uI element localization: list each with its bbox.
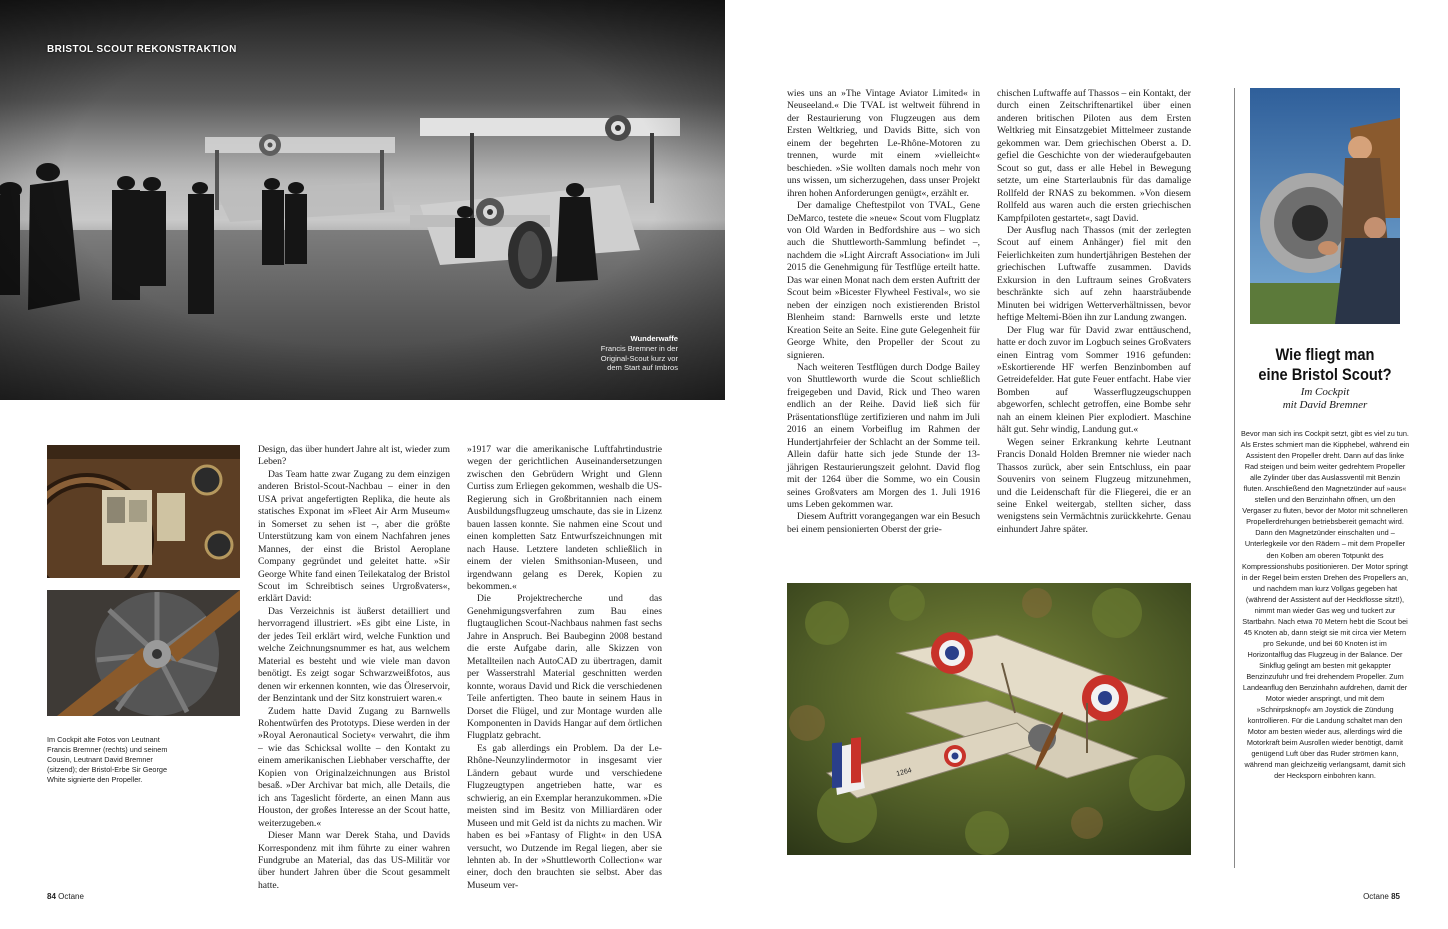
section-label: BRISTOL SCOUT REKONSTRAKTION — [47, 44, 237, 55]
page-number-right: 85 — [1391, 892, 1400, 901]
paragraph: Das Verzeichnis ist äußerst detailliert und hervorragend illustriert. »Es gibt eine Liste, in der jedes Teil erklärt wird, welche Funktion und welche Zeichnungsnummer es hat, aus welchem Material es besteht und wie viele man davon benötigt. Es zeigt sogar Schwarzweißfotos, aus denen wir erkennen konnten, wie das Ölreservoir, der Benzintank und der Sitz konstruiert waren.« — [258, 605, 450, 705]
paragraph: Zudem hatte David Zugang zu Barnwells Rohentwürfen des Prototyps. Diese werden in der »Royal Aeronautical Society« verwahrt, die ihm – wie das Schicksal wollte – den Kontakt zu einem amerikanischen Liebhaber verschaffte, der Kopien von Originalzeichnungen aus Bristol besaß. »Der Archivar bat mich, alle Details, die ich ans Tageslicht förderte, an einen Mann aus Houston, der großes Interesse an der Scout hatte, weiterzugeben.« — [258, 705, 450, 829]
paragraph: Der damalige Cheftestpilot von TVAL, Gene DeMarco, testete die »neue« Scout vom Flugplatz von Old Warden in Bedfordshire aus – wo sich auch die Shuttleworth-Sammlung befindet –, nachdem die »Light Aircraft Association« im Juli 2015 die Genehmigung für Testflüge erteilt hatte. Das war einen Monat nach dem ersten Auftritt der Scout beim »Bicester Flywheel Festival«, wo sie neben der einzigen noch existierenden Bristol Blenheim stand: Barnwells erste und letzte Kreation Seite an Seite. Eine gute Gelegenheit für George White, den Propeller der Scout zu signieren. — [787, 200, 980, 361]
folio-left — [47, 892, 84, 901]
folio-right — [1363, 892, 1400, 901]
paragraph: »1917 war die amerikanische Luftfahrtindustrie wegen der gerichtlichen Auseinandersetzungen zwischen den Gebrüdern Wright und Glenn Curtiss zum Erliegen gekommen, weshalb die US-Regierung sich in Großbritannien nach einem Ausbildungsflugzeug umschaute, das sie in Lizenz bauen lassen konnte. Sie nahmen eine Scout und einen kompletten Satz Entwurfszeichnungen mit nach Hause. Letztere landeten schließlich in einem der vielen Smithsonian-Museen, und irgendwann gelang es Derek, Kopien zu bekommen.« — [467, 444, 662, 592]
paragraph: Der Ausflug nach Thassos (mit der zerlegten Scout auf einem Anhänger) fiel mit den Feierlichkeiten zum hundertjährigen Bestehen der griechischen Luftwaffe zusammen. Davids Exkursion in den Luftraum seines Großvaters beschränkte sich auf zehn haarsträubende Minuten bei widrigen Wetterverhältnissen, bevor heftige Meltemi-Böen ihn zur Landung zwangen. — [997, 224, 1191, 324]
paragraph: Nach weiteren Testflügen durch Dodge Bailey von Shuttleworth wurde die Scout schließlich freigegeben und David, Rick und Theo waren endlich an der Reihe. David ließ sich für Präsentationsflüge zertifizieren und nahm im Juli 2016 an einem Vorbeiflug im Rahmen der Hundertjahrfeier der Schlacht an der Somme teil. Allein dafür hatte sich jede Stunde der 13-jährigen Restaurierungszeit gelohnt. David flog mit der 1264 über die Somme, wo ein Cousin seines Großvaters am Morgen des 1. Juli 1916 ums Leben gekommen war. — [787, 361, 980, 510]
paragraph: Es gab allerdings ein Problem. Da der Le-Rhône-Neunzylindermotor in insgesamt vier Ländern gebaut wurde und verschiedene Flugzeugtypen angetrieben hatte, war es schwierig, an ein Exemplar heranzukommen. »Die meisten sind im Besitz von Milliardären oder Museen und mit Geld ist da nichts zu machen. Wir haben es bei »Fantasy of Flight« in den USA versucht, wo Dutzende im Regal liegen, aber sie lehnten ab. In der »Shuttleworth Collection« war einer, doch den brauchten sie selbst. Aber das Museum ver- — [467, 742, 662, 891]
paragraph: Die Projektrecherche und das Genehmigungsverfahren zum Bau eines flugtauglichen Scout-Nachbaus nahmen fast sechs Jahre in Anspruch. Bei Baubeginn 2008 bestand die erste Aufgabe darin, alle Skizzen von Metallteilen nach AutoCAD zu übertragen, damit per Wasserstrahl Material geschnitten werden konnte, woraus David und Rick die verschiedenen Teile anfertigten. Theo baute in seinem Haus in Dorset die Flügel, und zur Montage wurden alle Komponenten in Davids Hangar auf dem örtlichen Flugplatz gebracht. — [467, 593, 662, 742]
paragraph: wies uns an »The Vintage Aviator Limited« in Neuseeland.« Die TVAL ist weltweit führend in der Restaurierung von Flugzeugen aus dem Ersten Weltkrieg, und Davids Bitte, sich von einem der begehrten Le-Rhône-Motoren zu trennen, wurde mit einem »vielleicht« beschieden. »Sie wollten damals noch mehr von uns wissen, um sicherzugehen, dass unser Projekt ihren hohen Anforderungen genügt«, erzählt er. — [787, 88, 980, 199]
left-photos-caption: Im Cockpit alte Fotos von Leutnant Francis Bremner (rechts) und seinem Cousin, Leutnant David Bremner (sitzend); der Bristol-Erbe Sir George White signierte den Propeller. — [47, 735, 168, 784]
sidebar-subtitle-line: mit David Bremner — [1282, 399, 1368, 411]
paragraph: Diesem Auftritt vorangegangen war ein Besuch bei einem pensionierten Oberst der grie- — [787, 511, 980, 535]
sidebar-subtitle — [1240, 386, 1410, 412]
propeller-illustration — [47, 590, 240, 716]
paragraph: Dieser Mann war Derek Staha, und Davids Korrespondenz mit ihm führte zu einer wahren Fundgrube an Material, das das US-Militär vor über hundert Jahren über die Scout gesammelt hatte. — [258, 830, 450, 891]
sidebar-rule — [1234, 88, 1235, 868]
paragraph: Das Team hatte zwar Zugang zu dem einzigen anderen Bristol-Scout-Nachbau – einer in den USA privat angefertigten Replika, die heute als statisches Exponat im »Fleet Air Arm Museum« in Somerset zu sehen ist –, aber die größte Unterstützung kam von einem Nachfahren jenes Mannes, der einst die Bristol Aeroplane Company gegründet und geleitet hatte. »Sir George White fand einen Teilekatalog der Bristol Scout im Schreibtisch seines Urgroßvaters«, erklärt David: — [258, 468, 450, 605]
propeller-photo — [47, 590, 240, 716]
sidebar-title-line: Wie fliegt man — [1275, 345, 1375, 364]
article-column-3 — [787, 88, 980, 536]
paragraph: Design, das über hundert Jahre alt ist, wieder zum Leben? — [258, 444, 450, 468]
sidebar-subtitle-line: Im Cockpit — [1300, 386, 1350, 398]
main-photo-caption-line: Francis Bremner in der — [600, 343, 678, 353]
sidebar-title-line: eine Bristol Scout? — [1258, 365, 1392, 384]
main-photo-caption-title: Wunderwaffe — [630, 334, 678, 343]
cockpit-photo — [47, 445, 240, 578]
article-column-4 — [997, 88, 1191, 536]
paragraph: Der Flug war für David zwar enttäuschend, hatte er doch zuvor im Logbuch seines Großvaters einen Eintrag vom Sommer 1916 gefunden: »Eskortierende HF werfen Benzinbomben auf Getreidefelder. Hat gute Feuer entfacht. Habe vier Bomben auf Wasserflugzeugschuppen abgeworfen, schlecht getroffen, eine Bombe sehr nah an einem kleinen Pier explodiert. Maschine hält gut. Sehr windig, Landung gut.« — [997, 324, 1191, 436]
article-column-2 — [467, 444, 662, 892]
aerial-biplane-photo — [787, 583, 1191, 855]
main-photo-caption — [518, 334, 678, 373]
magazine-name-right: Octane — [1363, 892, 1389, 901]
sidebar-title — [1240, 345, 1410, 385]
paragraph: chischen Luftwaffe auf Thassos – ein Kontakt, der durch einen Zeitschriftenartikel über einen anderen britischen Piloten aus dem Ersten Weltkrieg mit Einsatzgebiet Mittelmeer zustande gekommen war. Dem griechischen Oberst a. D. gefiel die Geschichte von der wiederaufgebauten Scout so gut, dass er alle Hebel in Bewegung setzte, um eine Starterlaubnis für das damalige Rollfeld der RNAS zu bekommen. »Von diesem Rollfeld aus waren auch die ersten griechischen Kampfpiloten gestartet«, sagt David. — [997, 88, 1191, 224]
page-number-left: 84 — [47, 892, 56, 901]
main-photo-caption-line: dem Start auf Imbros — [607, 363, 678, 373]
paragraph: Wegen seiner Erkrankung kehrte Leutnant Francis Donald Holden Bremner nie wieder nach Thassos zurück, aber sein Entschluss, ein paar Souvenirs von seinem Flugzeug mitzunehmen, und die Leidenschaft für die Fliegerei, die er an seine Enkel weitergab, stellten sicher, dass wenigstens sein Vermächtnis zurückkehrte. Genau einhundert Jahre später. — [997, 436, 1191, 535]
plane-serial: 1264 — [895, 767, 913, 778]
sidebar-pilot-photo — [1250, 88, 1400, 324]
article-column-1 — [258, 444, 450, 892]
sidebar-body: Bevor man sich ins Cockpit setzt, gibt es viel zu tun. Als Erstes schmiert man die Kipphebel, während ein Assistent den Propeller dreht. Dann auf das linke Rad steigen und beim weiter gedrehtem Propeller alle Zylinder über das Auslassventil mit Benzin fluten. Anschließend den Magnetzünder auf »aus« stellen und den Benzinhahn öffnen, um den Vergaser zu fluten, bevor der Motor mit schnelleren Propellerdrehungen betriebsbereit gemacht wird. Dann den Magnetzünder einschalten und – Unterlegkeile vor den Rädern – mit dem Propeller den Kolben am oberen Totpunkt des Kompressionshubs positionieren. Der Motor springt in der Regel beim ersten Drehen des Propellers an, und nachdem man kurz Vollgas gegeben hat (während der Assistent auf der Heckflosse sitzt!), nimmt man wieder Gas weg und tuckert zur Startbahn. Nach etwa 70 Metern hebt die Scout bei 45 Knoten ab, dann steigt sie mit circa vier Metern pro Sekunde, und bei 60 Knoten ist im Horizontalflug das Flugzeug in der Balance. Der Sinkflug gelingt am besten mit gekappter Benzinzufuhr und frei drehendem Propeller. Zum Landeanflug den Benzinhahn aufdrehen, damit der Motor wieder anspringt, und mit dem »Schnirpsknopf« am Joystick die Zündung kontrollieren. Für die Landung schaltet man den Motor am besten wieder aus, allerdings wird die Motorkraft beim Ausrollen wieder benötigt, damit genügend Luft über das Ruder strömen kann, während man gleichzeitig verlangsamt, damit sich der Hecksporn einbohren kann. — [1240, 429, 1410, 781]
pilot-propeller-illustration — [1250, 88, 1400, 324]
magazine-name-left: Octane — [58, 892, 84, 901]
cockpit-illustration — [47, 445, 240, 578]
aerial-biplane-illustration — [787, 583, 1191, 855]
main-photo-caption-line: Original-Scout kurz vor — [600, 353, 678, 363]
